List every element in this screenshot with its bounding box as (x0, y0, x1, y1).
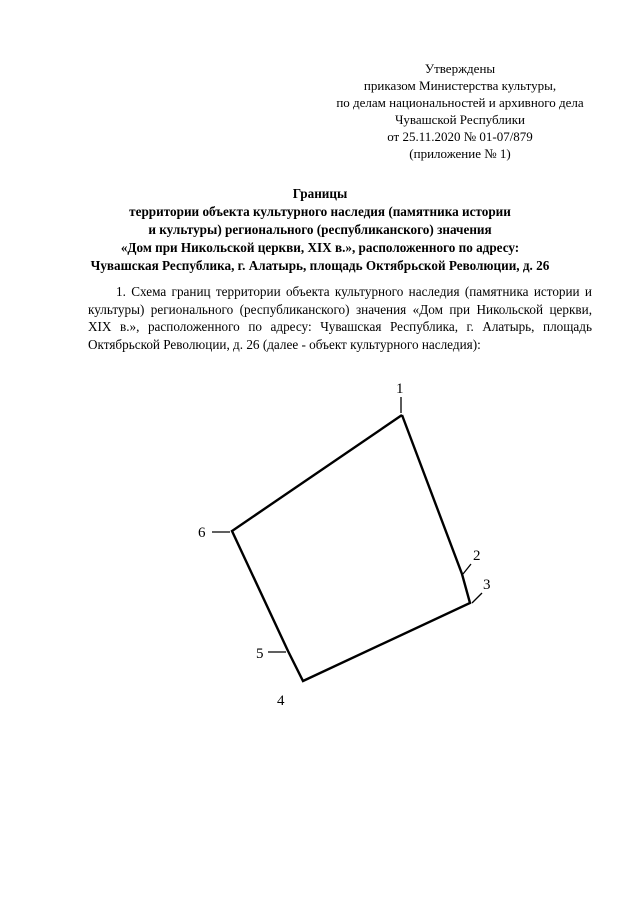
point-2-tick (463, 564, 471, 574)
point-label-5: 5 (256, 646, 264, 662)
point-label-4: 4 (277, 693, 285, 709)
title-line: Чувашская Республика, г. Алатырь, площадь Октябрьской Революции, д. 26 (90, 258, 550, 273)
point-3-tick (472, 593, 482, 603)
approval-line: Чувашской Республики (394, 112, 526, 127)
point-label-1: 1 (396, 381, 404, 397)
document-title (60, 185, 580, 275)
point-label-3: 3 (483, 577, 491, 593)
title-line: Границы (292, 186, 348, 201)
approval-line: (приложение № 1) (409, 146, 511, 161)
approval-stamp (300, 60, 620, 162)
approval-line: от 25.11.2020 № 01-07/879 (387, 129, 533, 144)
title-line: территории объекта культурного наследия (памятника истории (129, 204, 511, 219)
boundary-line (232, 415, 470, 681)
title-line: и культуры) регионального (республиканского) значения (148, 222, 492, 237)
boundary-scheme (190, 375, 510, 715)
approval-line: по делам национальностей и архивного дела (336, 95, 584, 110)
title-line: «Дом при Никольской церкви, XIX в.», расположенного по адресу: (120, 240, 520, 255)
approval-line: Утверждены (424, 61, 496, 76)
scheme-description-paragraph: 1. Схема границ территории объекта культурного наследия (памятника истории и культуры) регионального (республиканского) значения «Дом при Никольской церкви, XIX в.», расположенного по адресу: Чувашская Республика, г. Алатырь, площадь Октябрьской Революции, д. 26 (далее - объект культурного наследия): (88, 284, 592, 352)
point-label-2: 2 (473, 548, 481, 564)
approval-line: приказом Министерства культуры, (363, 78, 557, 93)
point-label-6: 6 (198, 525, 206, 541)
